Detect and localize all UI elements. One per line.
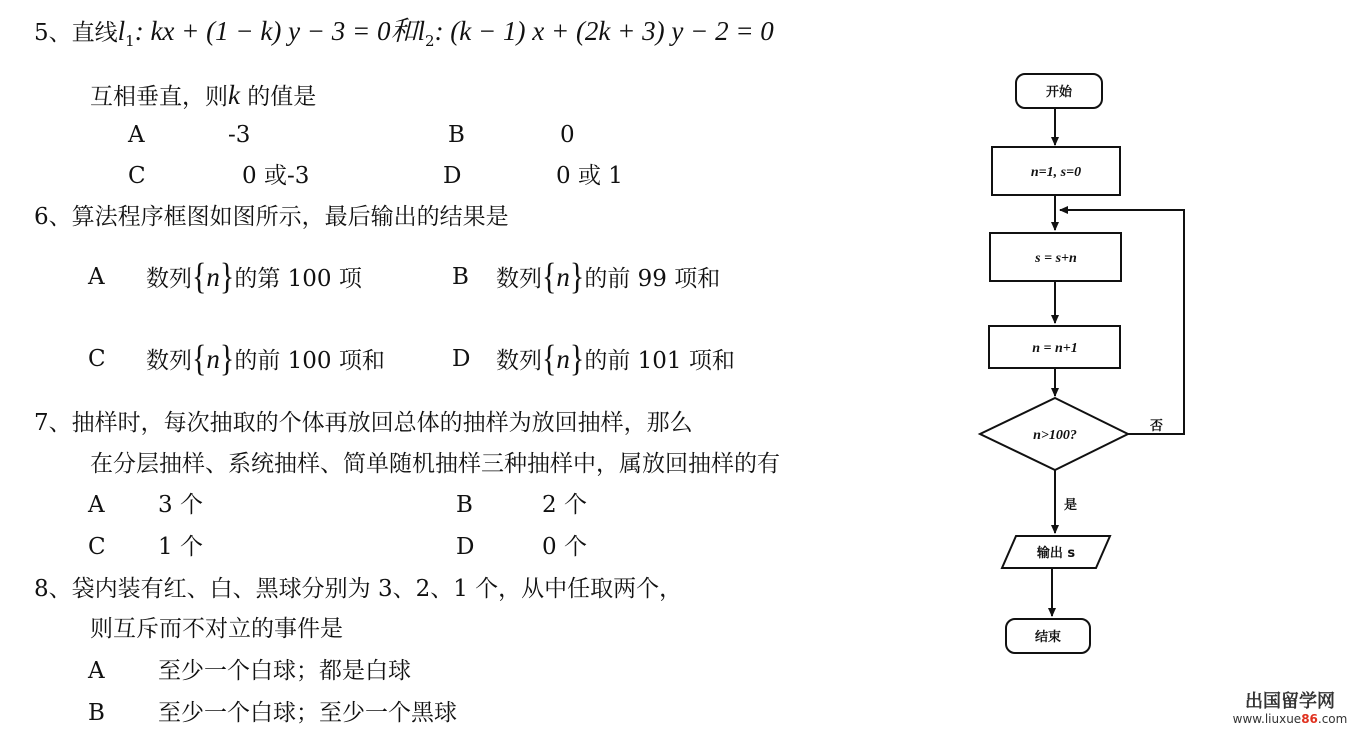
watermark-site-name: 出国留学网	[1245, 691, 1335, 712]
q7-option-d-value: 0 个	[542, 534, 587, 560]
q8-option-b-value: 至少一个白球；至少一个黑球	[158, 700, 457, 726]
q5-option-b-letter: B	[448, 122, 465, 148]
q7-option-c-letter: C	[88, 534, 106, 560]
flowchart-decision-label: n>100?	[1033, 428, 1077, 443]
flowchart	[960, 60, 1220, 670]
q7-line1: 7、抽样时，每次抽取的个体再放回总体的抽样为放回抽样，那么	[34, 410, 693, 436]
q8-option-a-letter: A	[88, 658, 105, 684]
q6-option-b-text: 数列{n}的前 99 项和	[496, 255, 721, 297]
q5-line2: 互相垂直，则k 的值是	[90, 80, 317, 110]
watermark-url: www.liuxue86.com	[1232, 712, 1348, 726]
q6-option-b-letter: B	[452, 264, 469, 290]
q8-line2: 则互斥而不对立的事件是	[90, 616, 343, 642]
q6-option-c-letter: C	[88, 346, 106, 372]
q6-option-d-letter: D	[452, 346, 471, 372]
q8-option-a-value: 至少一个白球；都是白球	[158, 658, 411, 684]
q6-option-a-letter: A	[88, 264, 105, 290]
q7-option-a-value: 3 个	[158, 492, 203, 518]
q7-option-a-letter: A	[88, 492, 105, 518]
q5-option-c-value: 0 或-3	[242, 163, 310, 189]
q8-line1: 8、袋内装有红、白、黑球分别为 3、2、1 个，从中任取两个，	[34, 576, 683, 602]
q7-option-b-letter: B	[456, 492, 473, 518]
flowchart-start-label: 开始	[1045, 85, 1073, 100]
flowchart-init-label: n=1, s=0	[1030, 165, 1082, 180]
flowchart-output-label: 输出 s	[1036, 546, 1076, 561]
site-watermark	[1226, 692, 1354, 726]
q5-option-d-letter: D	[443, 163, 462, 189]
q6-option-a-text: 数列{n}的第 100 项	[146, 255, 362, 297]
q7-line2: 在分层抽样、系统抽样、简单随机抽样三种抽样中，属放回抽样的有	[90, 451, 780, 477]
q5-option-d-value: 0 或 1	[556, 163, 623, 189]
q6-stem: 6、算法程序框图如图所示，最后输出的结果是	[34, 204, 509, 230]
q5-option-a-value: -3	[228, 122, 251, 148]
flowchart-no-label: 否	[1150, 419, 1164, 434]
flowchart-increment-label: n = n+1	[1032, 341, 1078, 356]
q5-option-a-letter: A	[128, 122, 145, 148]
q7-option-b-value: 2 个	[542, 492, 587, 518]
q5-option-b-value: 0	[560, 122, 575, 148]
q8-option-b-letter: B	[88, 700, 105, 726]
q7-option-c-value: 1 个	[158, 534, 203, 560]
q5-option-c-letter: C	[128, 163, 146, 189]
flowchart-end-label: 结束	[1034, 630, 1062, 645]
flowchart-yes-label: 是	[1064, 498, 1078, 513]
q6-option-d-text: 数列{n}的前 101 项和	[496, 337, 735, 379]
q6-option-c-text: 数列{n}的前 100 项和	[146, 337, 385, 379]
flowchart-sum-label: s = s+n	[1035, 251, 1077, 266]
q5-stem: 5、直线$l_1$: kx + (1 − k) y − 3 = 0和$l_2$: (k − 1) x + (2k + 3) y − 2 = 0	[34, 16, 774, 50]
q7-option-d-letter: D	[456, 534, 475, 560]
